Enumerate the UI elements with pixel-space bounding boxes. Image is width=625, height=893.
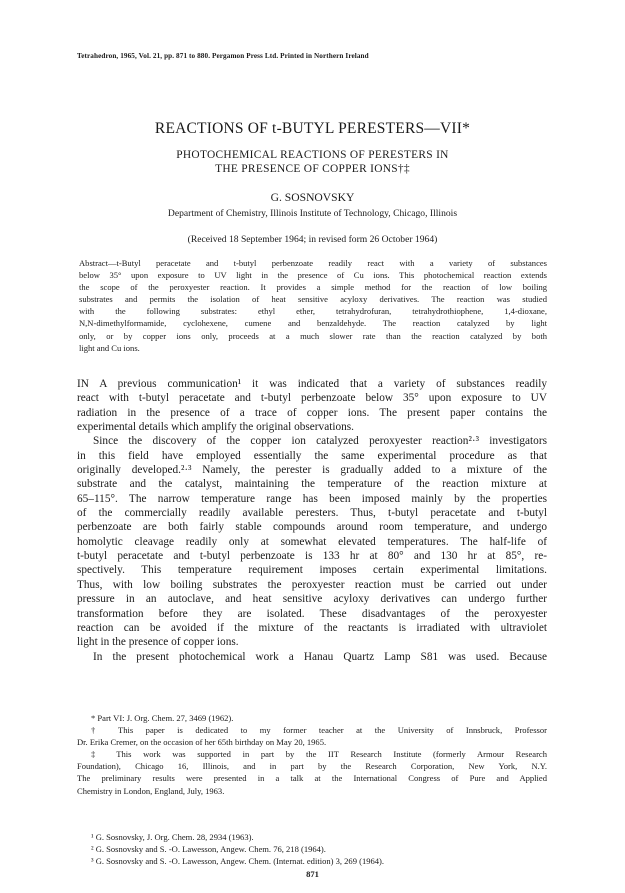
footnote-line: The preliminary results were presented in a talk at the International Congress of Pure and Applied bbox=[77, 773, 547, 784]
body-line: Since the discovery of the copper ion catalyzed peroxyester reaction²·³ investigators bbox=[93, 435, 547, 448]
body-line: react with t-butyl peracetate and t-butyl perbenzoate below 35° upon exposure to UV bbox=[77, 392, 547, 405]
reference-line: ² G. Sosnovsky and S. -O. Lawesson, Angew. Chem. 76, 218 (1964). bbox=[91, 844, 326, 855]
paper-subtitle bbox=[0, 148, 625, 176]
abstract-line: Abstract—t-Butyl peracetate and t-butyl perbenzoate readily react with a variety of substances bbox=[79, 258, 547, 268]
abstract-line: with the following substrates: ethyl ether, tetrahydrofuran, tetrahydrothiophene, 1,4-dioxane, bbox=[79, 306, 547, 317]
body-line: Thus, with low boiling substrates the peroxyester reaction must be carried out under bbox=[77, 578, 547, 591]
reference-line: ³ G. Sosnovsky and S. -O. Lawesson, Angew. Chem. (Internat. edition) 3, 269 (1964). bbox=[91, 856, 385, 867]
body-line: perbenzoate are both fairly stable compounds around room temperature, and undergo bbox=[77, 521, 547, 534]
body-text bbox=[77, 377, 547, 664]
received-dates: (Received 18 September 1964; in revised form 26 October 1964) bbox=[187, 234, 438, 245]
subtitle-line: THE PRESENCE OF COPPER IONS†‡ bbox=[215, 163, 410, 175]
paper-title: REACTIONS OF t-BUTYL PERESTERS—VII* bbox=[154, 120, 471, 137]
abstract-line: only, or by copper ions only, proceeds at a much slower rate than the reaction catalyzed by both bbox=[79, 330, 547, 341]
body-line: spectively. This temperature requirement imposes certain experimental limitations. bbox=[77, 564, 547, 577]
footnote-line: Dr. Erika Cremer, on the occasion of her 65th birthday on May 20, 1965. bbox=[77, 737, 327, 748]
abstract-line: the scope of the peroxyester reaction. It provides a simple method for the reaction of low boiling bbox=[79, 282, 547, 293]
abstract-line: substrates and permits the isolation of heat sensitive acyloxy derivatives. The reaction was studied bbox=[79, 294, 547, 305]
body-line: t-butyl peracetate and t-butyl perbenzoate is 133 hr at 80° and 130 hr at 85°, re- bbox=[77, 550, 547, 563]
body-line: substrate and the catalyst, maintaining the temperature of the reaction mixture at bbox=[77, 478, 547, 491]
body-line: In the present photochemical work a Hanau Quartz Lamp S81 was used. Because bbox=[93, 650, 547, 663]
footnote-line: * Part VI: J. Org. Chem. 27, 3469 (1962). bbox=[91, 713, 234, 723]
footnote-line: ‡ This work was supported in part by the IIT Research Institute (formerly Armour Research bbox=[91, 749, 547, 760]
author-affiliation: Department of Chemistry, Illinois Institute of Technology, Chicago, Illinois bbox=[167, 208, 458, 219]
footnotes bbox=[77, 712, 547, 797]
abstract-line: below 35° upon exposure to UV light in the presence of Cu ions. This photochemical reaction extends bbox=[79, 270, 547, 281]
body-line: of the commercially readily available peresters. Thus, t-butyl peracetate and t-butyl bbox=[77, 507, 547, 520]
abstract-line: N,N-dimethylformamide, cyclohexene, cumene and benzaldehyde. The reaction catalyzed by light bbox=[79, 318, 547, 329]
body-line: IN A previous communication¹ it was indicated that a variety of substances readily bbox=[77, 378, 547, 390]
body-line: originally developed.²·³ Namely, the perester is gradually added to a mixture of the bbox=[77, 464, 547, 477]
references bbox=[77, 831, 547, 867]
body-line: transformation before they are isolated. These disadvantages of the peroxyester bbox=[77, 607, 547, 620]
body-line: pressure in an autoclave, and heat sensitive acyloxy derivatives can undergo further bbox=[77, 593, 547, 606]
body-line: 65–115°. The narrow temperature range has been imposed mainly by the properties bbox=[77, 492, 547, 505]
body-line: in this field have employed essentially the same experimental procedure as that bbox=[77, 449, 547, 462]
footnote-line: † This paper is dedicated to my former teacher at the University of Innsbruck, Professor bbox=[91, 725, 547, 736]
body-line: radiation in the presence of a trace of copper ions. The present paper contains the bbox=[77, 406, 547, 419]
subtitle-line: PHOTOCHEMICAL REACTIONS OF PERESTERS IN bbox=[176, 149, 449, 161]
abstract bbox=[79, 257, 547, 354]
author-name: G. SOSNOVSKY bbox=[270, 191, 355, 204]
body-line: experimental details which amplify the original observations. bbox=[77, 421, 355, 434]
footnote-line: Foundation), Chicago 16, Illinois, and in part by the Research Corporation, New York, N.Y. bbox=[77, 761, 547, 772]
body-line: homolytic cleavage readily only at somewhat elevated temperatures. The half-life of bbox=[77, 535, 547, 548]
reference-line: ¹ G. Sosnovsky, J. Org. Chem. 28, 2934 (1963). bbox=[91, 832, 254, 842]
page-number: 871 bbox=[306, 869, 319, 879]
body-line: light in the presence of copper ions. bbox=[77, 636, 239, 649]
abstract-line: light and Cu ions. bbox=[79, 342, 140, 353]
journal-header: Tetrahedron, 1965, Vol. 21, pp. 871 to 880. Pergamon Press Ltd. Printed in Northern Ireland bbox=[77, 52, 369, 60]
body-line: reaction can be avoided if the mixture of the reactants is irradiated with ultraviolet bbox=[77, 621, 547, 634]
footnote-line: Chemistry in London, England, July, 1963. bbox=[77, 785, 225, 796]
